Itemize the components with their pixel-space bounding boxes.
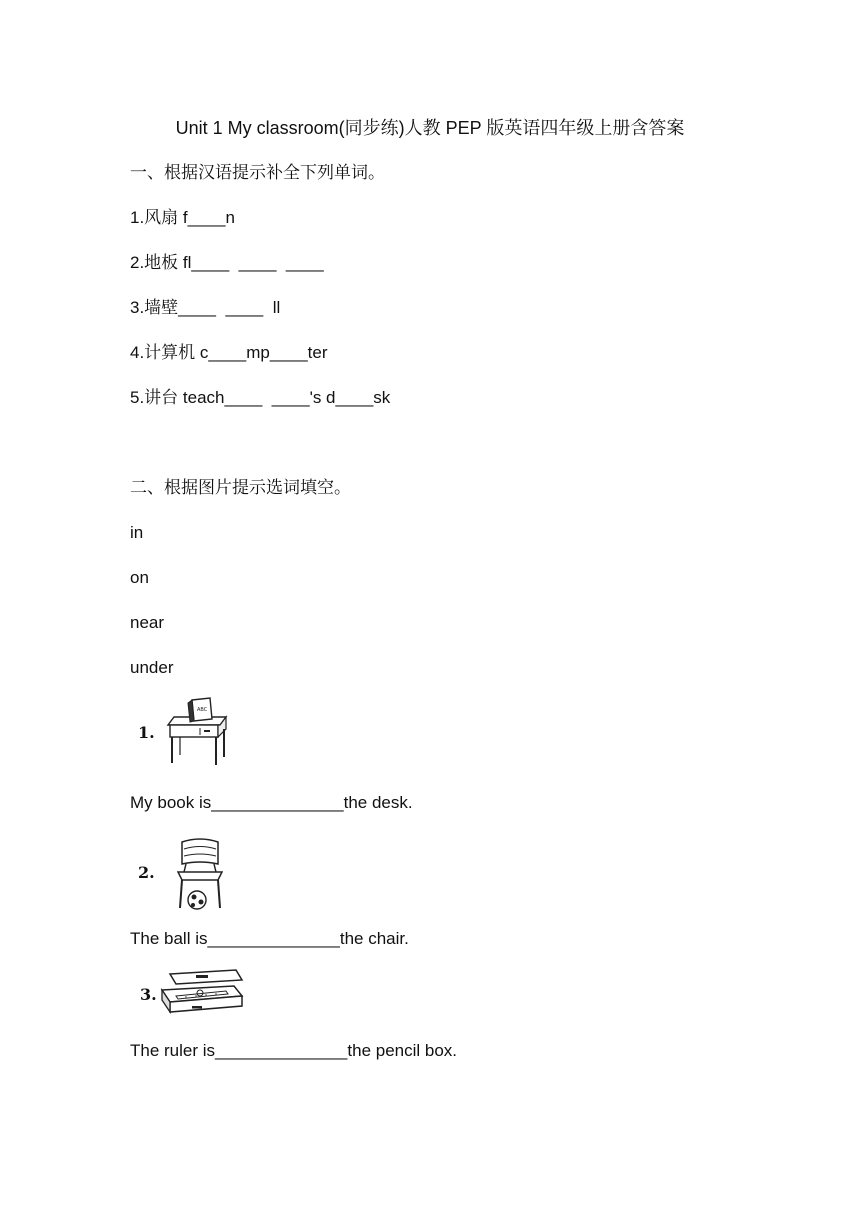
worksheet-title: Unit 1 My classroom(同步练)人教 PEP 版英语四年级上册含答案 xyxy=(175,118,685,138)
picture-book-on-desk xyxy=(130,695,240,769)
word-item-2: 2.地板 fl____ ____ ____ xyxy=(130,253,324,272)
option-near: near xyxy=(130,613,165,632)
word-item-1: 1.风扇 f____n xyxy=(130,208,235,227)
sentence-3: The ruler is______________the pencil box. xyxy=(130,1041,458,1060)
question-number-2: 2. xyxy=(138,863,155,882)
section2-heading: 二、根据图片提示选词填空。 xyxy=(130,478,351,497)
word-item-4: 4.计算机 c____mp____ter xyxy=(130,343,328,362)
svg-text:ABC: ABC xyxy=(197,707,208,713)
sentence-1: My book is______________the desk. xyxy=(130,793,413,812)
picture-ruler-in-pencil-box xyxy=(130,966,260,1022)
sentence-2: The ball is______________the chair. xyxy=(130,929,409,948)
word-item-5: 5.讲台 teach____ ____'s d____sk xyxy=(130,388,391,407)
picture-ball-under-chair xyxy=(130,834,240,912)
option-in: in xyxy=(130,523,144,542)
question-number-3: 3. xyxy=(140,985,157,1004)
section1-heading: 一、根据汉语提示补全下列单词。 xyxy=(130,163,385,182)
question-number-1: 1. xyxy=(138,723,155,742)
option-under: under xyxy=(130,658,174,677)
word-item-3: 3.墙壁____ ____ ll xyxy=(130,298,281,317)
option-on: on xyxy=(130,568,149,587)
